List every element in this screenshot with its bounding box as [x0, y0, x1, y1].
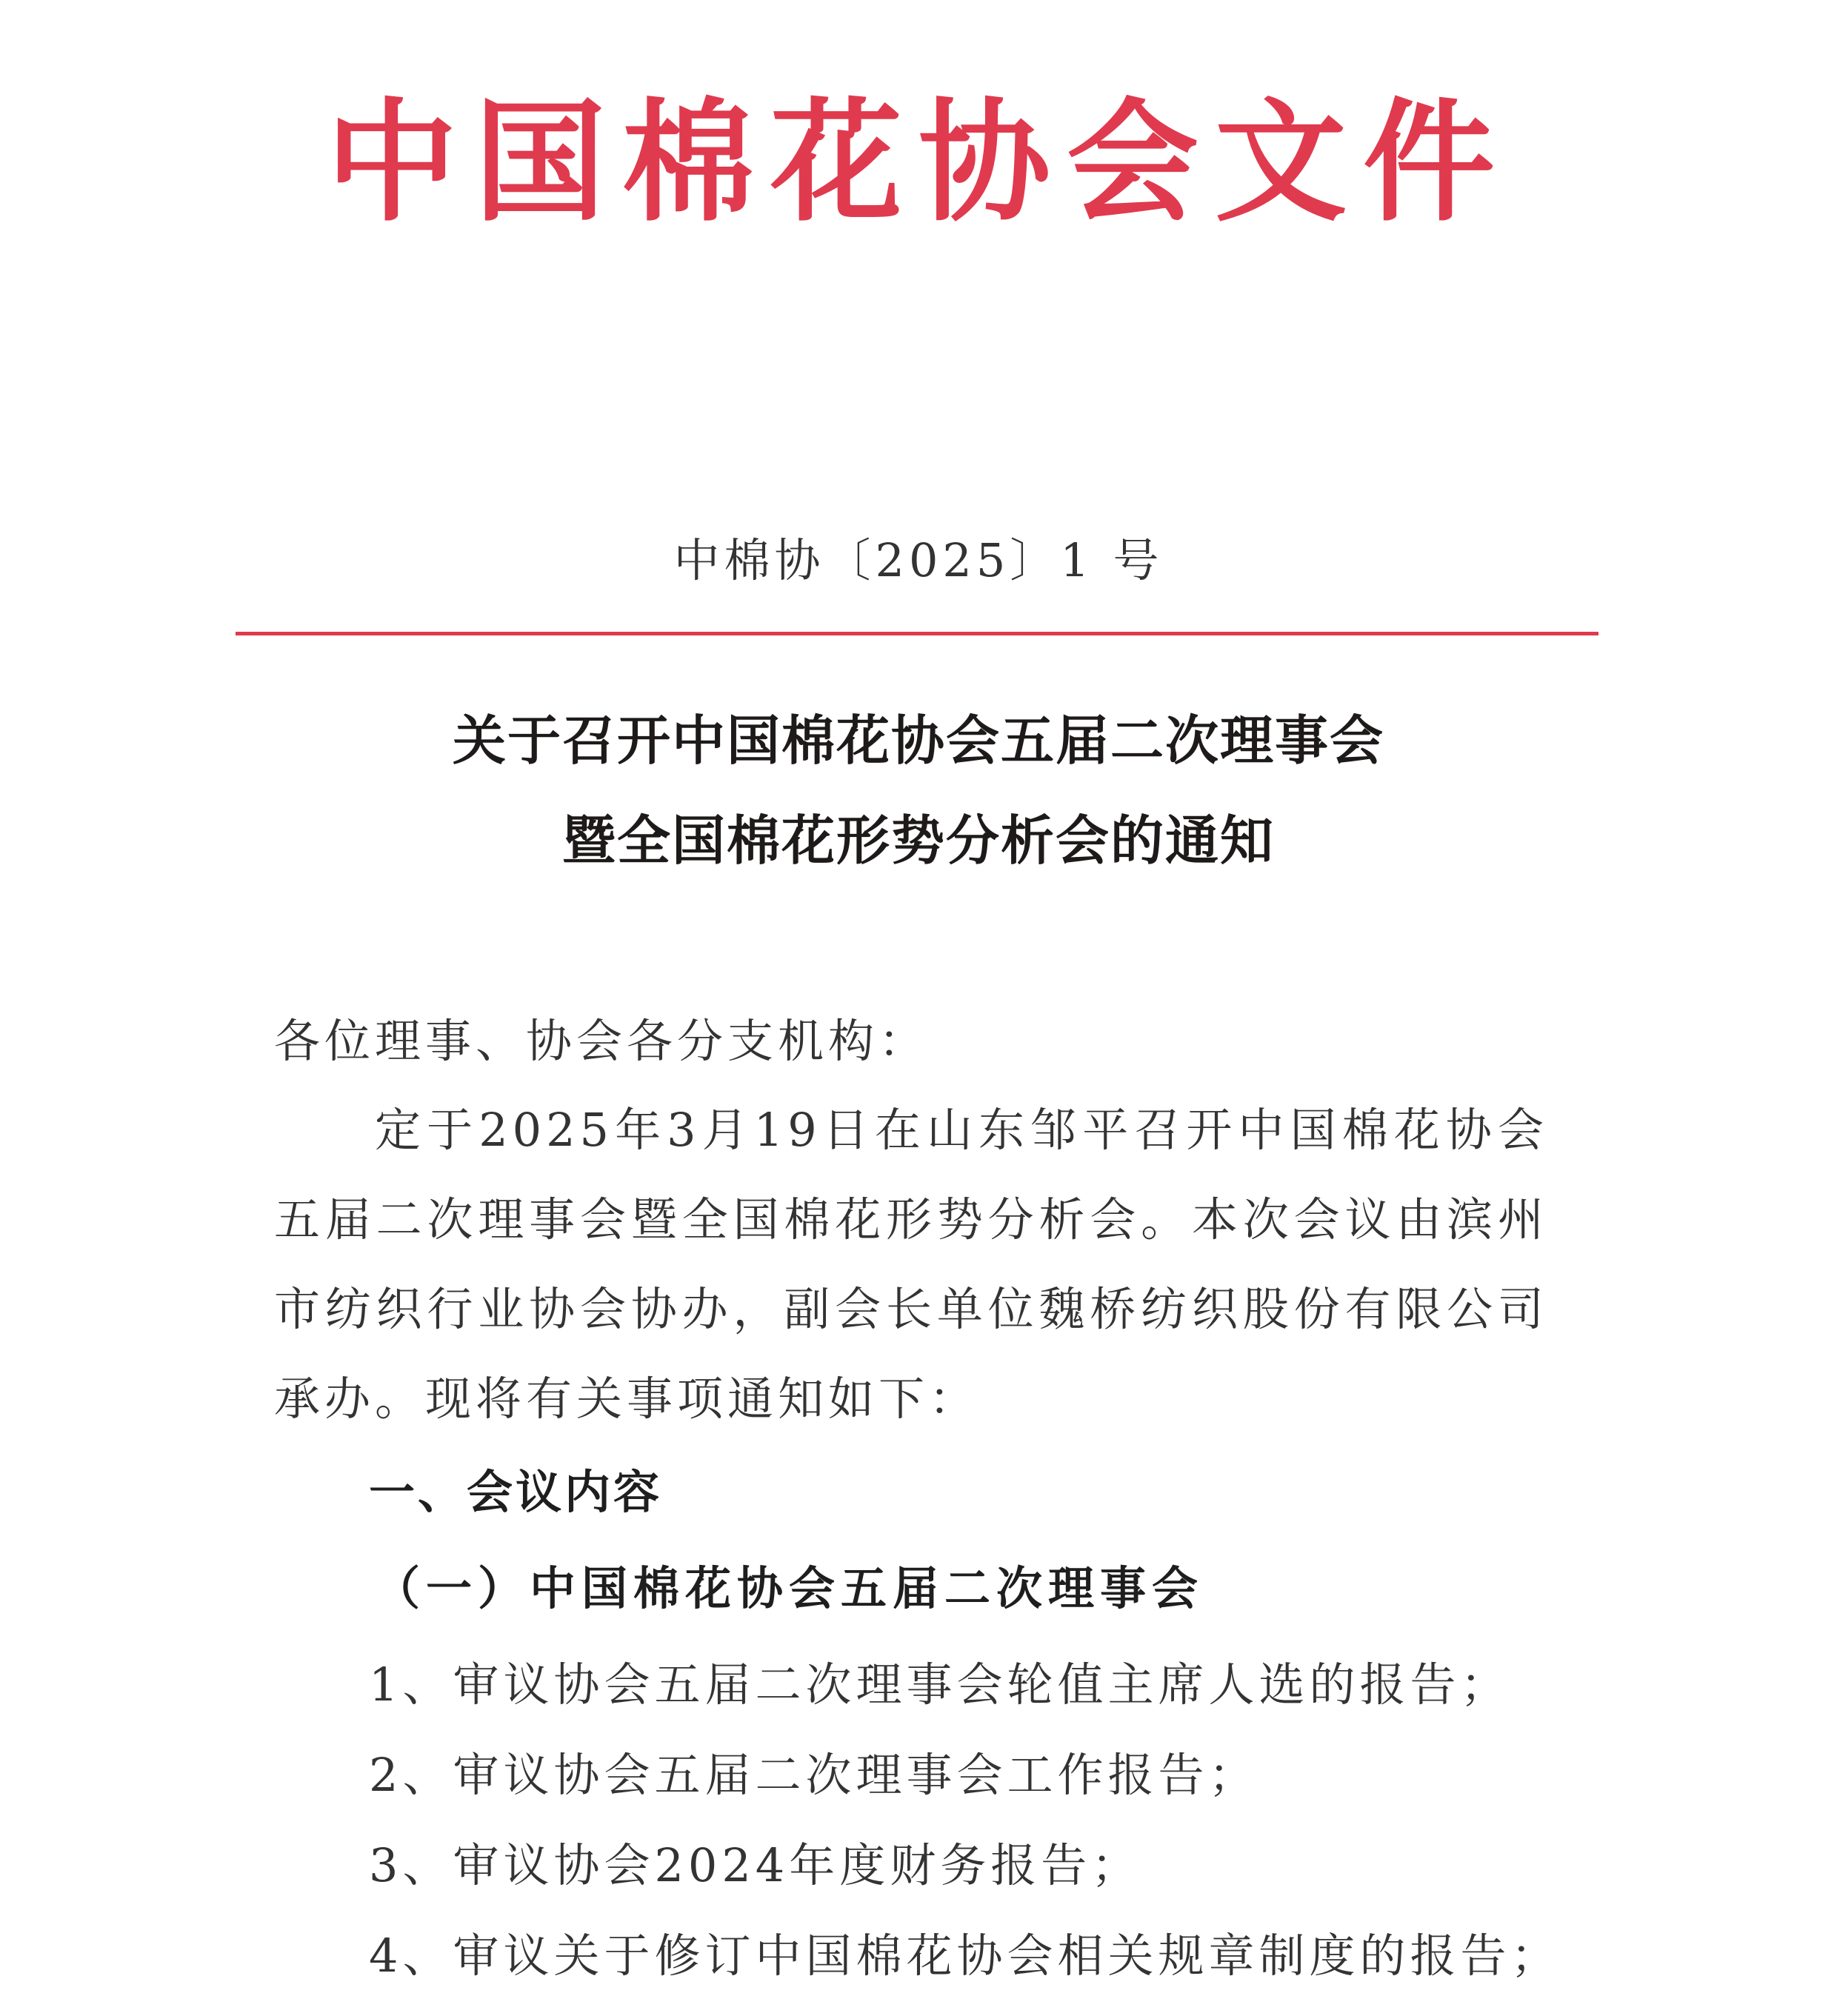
- subsection-heading: （一）中国棉花协会五届二次理事会: [374, 1561, 1204, 1615]
- red-divider-line: [236, 632, 1598, 635]
- agenda-item: 2、审议协会五届二次理事会工作报告；: [369, 1748, 1259, 1802]
- notice-title-line-1: 关于召开中国棉花协会五届二次理事会: [452, 709, 1384, 772]
- notice-title-line-2: 暨全国棉花形势分析会的通知: [561, 809, 1275, 872]
- salutation: 各位理事、协会各分支机构：: [274, 1014, 930, 1068]
- agenda-item: 1、审议协会五届二次理事会轮值主席人选的报告；: [369, 1658, 1511, 1712]
- agenda-item: 3、审议协会2024年度财务报告；: [369, 1838, 1142, 1892]
- agenda-item: 4、审议关于修订中国棉花协会相关规章制度的报告；: [369, 1929, 1561, 1983]
- document-number: 中棉协〔2025〕1 号: [673, 533, 1164, 587]
- body-paragraph: 定于2025年3月19日在山东邹平召开中国棉花协会五届二次理事会暨全国棉花形势分析会。本次会议由滨州市纺织行业协会协办，副会长单位魏桥纺织股份有限公司承办。现将有关事项通知如下：: [274, 1103, 1548, 1426]
- masthead-title: 中国棉花协会文件: [326, 86, 1511, 239]
- section-heading: 一、会议内容: [369, 1465, 663, 1519]
